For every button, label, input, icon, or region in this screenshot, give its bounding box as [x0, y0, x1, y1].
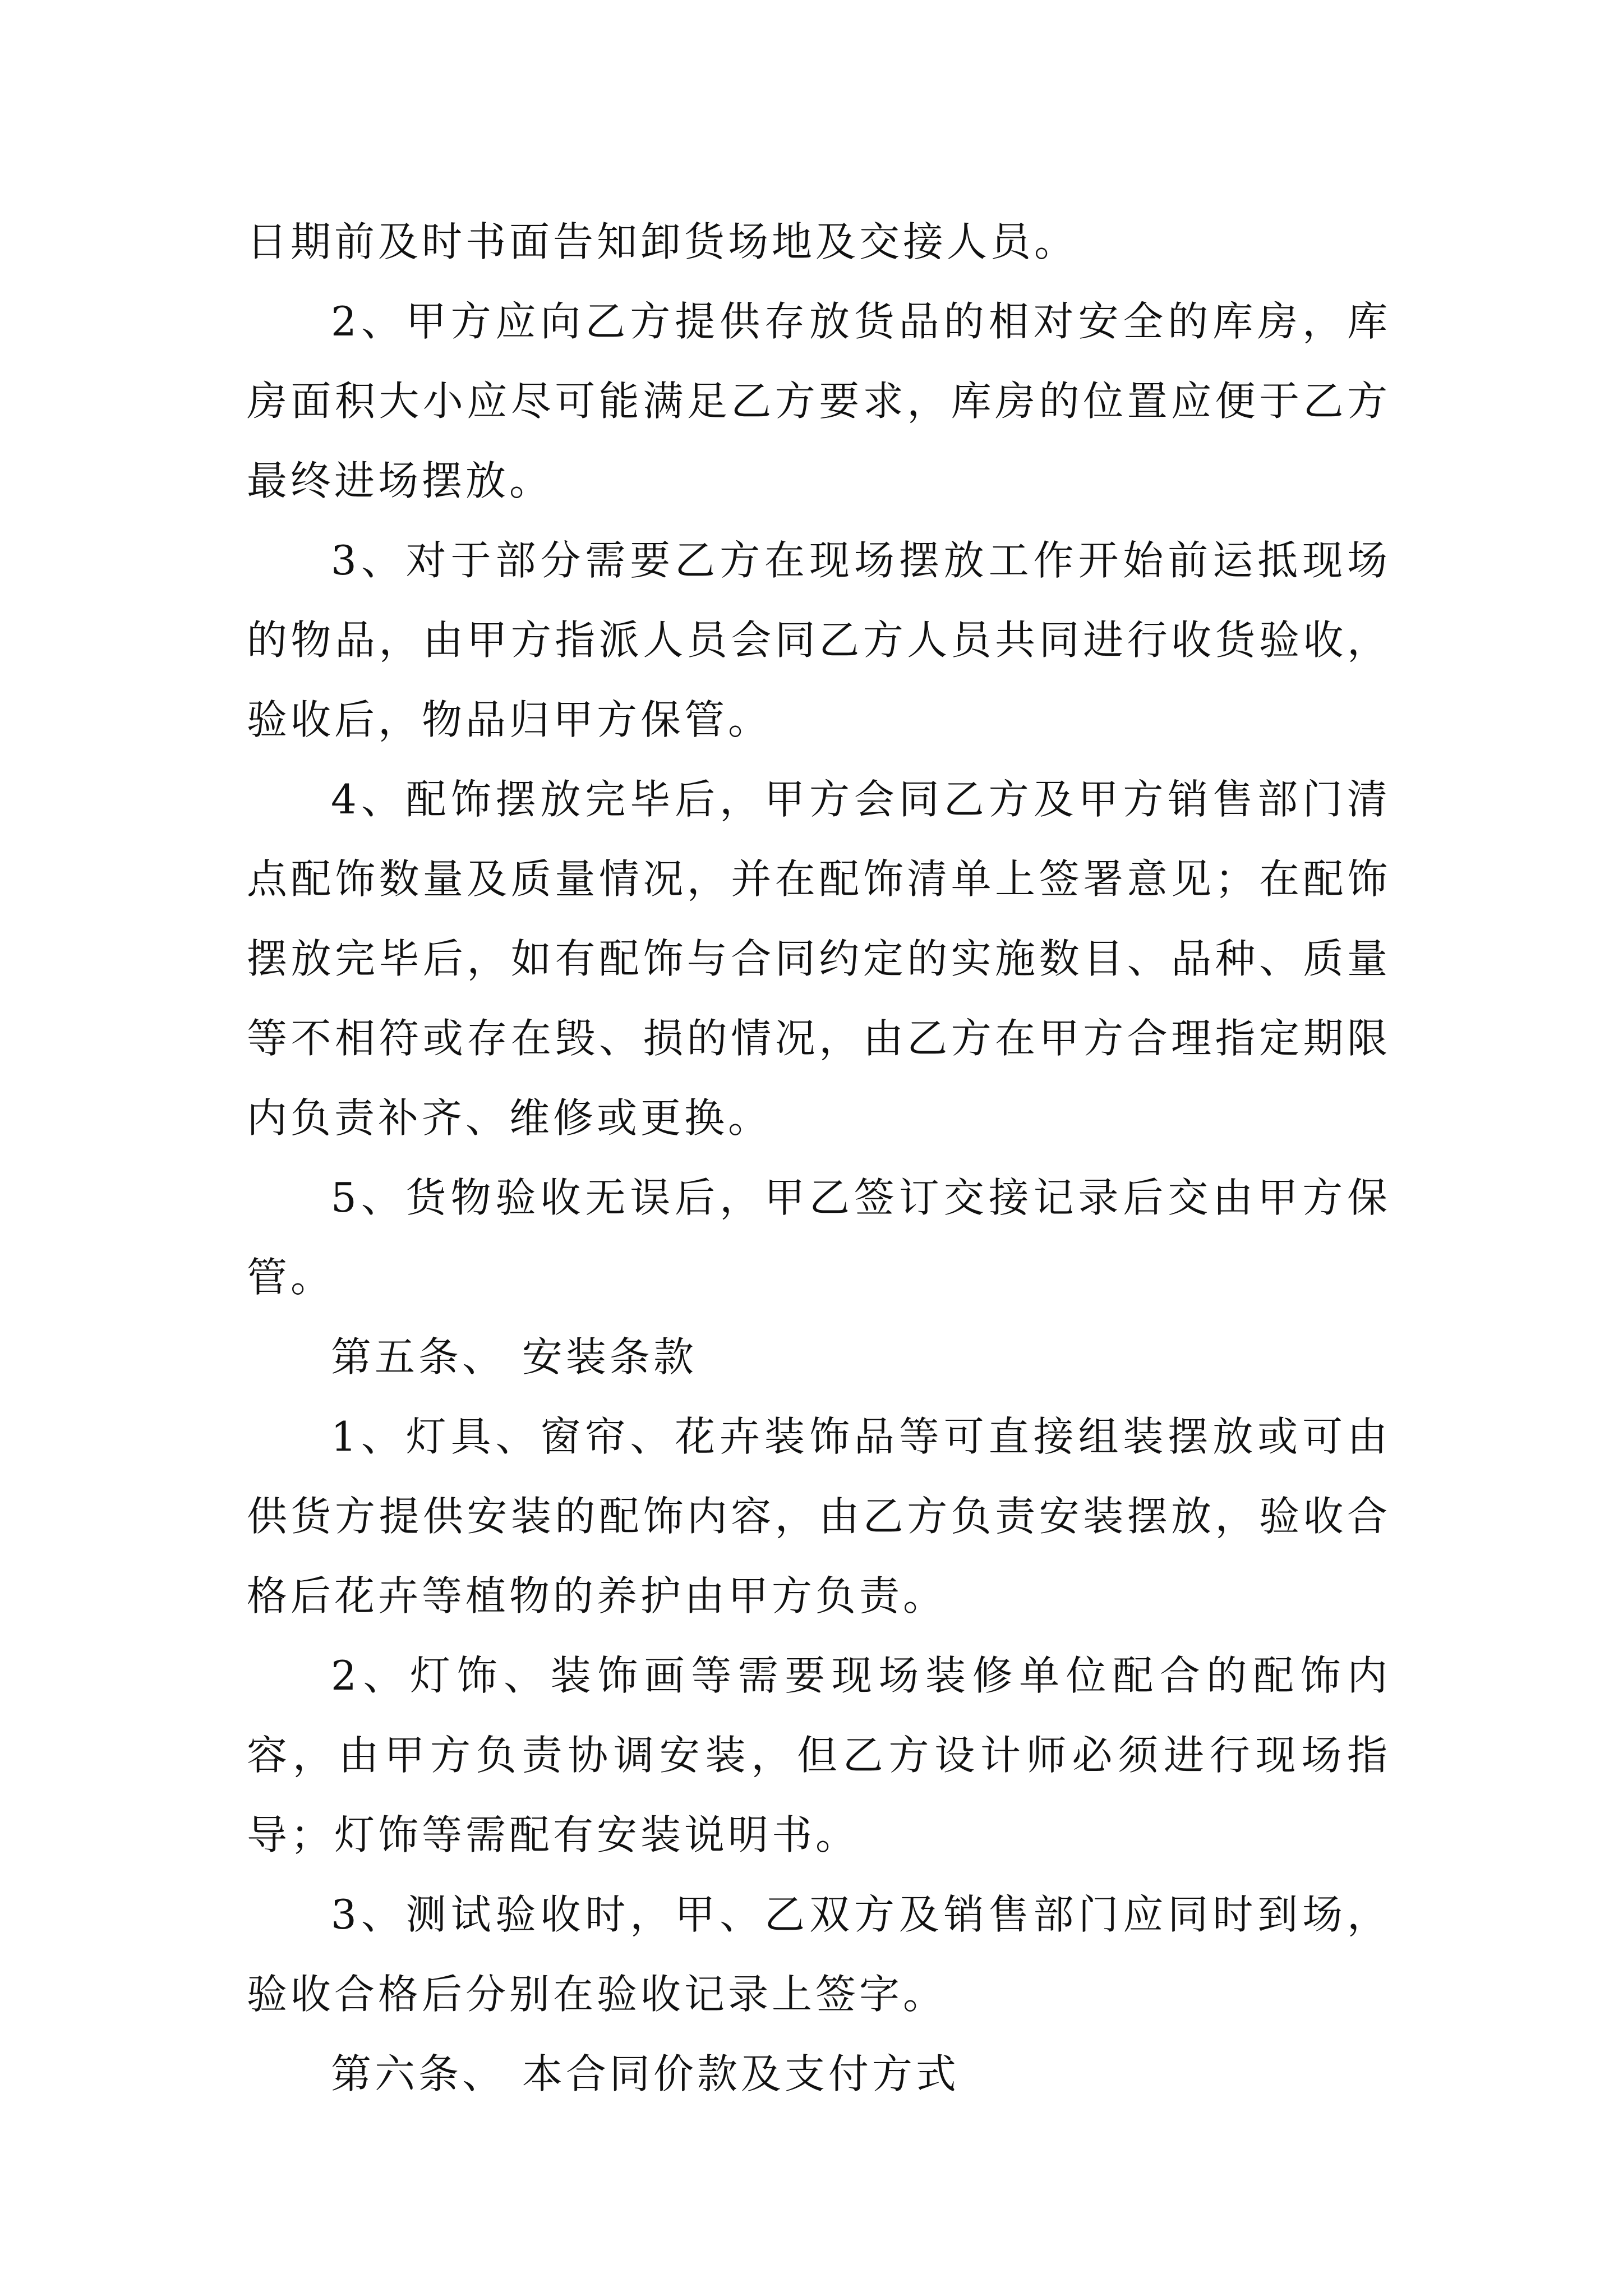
paragraph-item-5: 5、货物验收无误后，甲乙签订交接记录后交由甲方保管。 — [247, 1174, 1391, 1301]
paragraph-continuation: 日期前及时书面告知卸货场地及交接人员。 — [247, 218, 1078, 265]
paragraph-install-1: 1、灯具、窗帘、花卉装饰品等可直接组装摆放或可由供货方提供安装的配饰内容，由乙方负责安装摆放，验收合格后花卉等植物的养护由甲方负责。 — [247, 1413, 1391, 1619]
paragraph-item-2: 2、甲方应向乙方提供存放货品的相对安全的库房，库房面积大小应尽可能满足乙方要求，库房的位置应便于乙方最终进场摆放。 — [247, 298, 1391, 504]
paragraph-item-4: 4、配饰摆放完毕后，甲方会同乙方及甲方销售部门清点配饰数量及质量情况，并在配饰清单上签署意见；在配饰摆放完毕后，如有配饰与合同约定的实施数目、品种、质量等不相符或存在毁、损的情况，由乙方在甲方合理指定期限内负责补齐、维修或更换。 — [247, 776, 1391, 1142]
section-heading-article-6: 第六条、 本合同价款及支付方式 — [331, 2050, 960, 2097]
paragraph-install-2: 2、灯饰、装饰画等需要现场装修单位配合的配饰内容，由甲方负责协调安装，但乙方设计师必须进行现场指导；灯饰等需配有安装说明书。 — [247, 1652, 1391, 1858]
document-body — [247, 202, 1391, 2114]
section-heading-article-5: 第五条、 安装条款 — [331, 1333, 697, 1381]
paragraph-item-3: 3、对于部分需要乙方在现场摆放工作开始前运抵现场的物品，由甲方指派人员会同乙方人员共同进行收货验收，验收后，物品归甲方保管。 — [247, 537, 1391, 743]
paragraph-install-3: 3、测试验收时，甲、乙双方及销售部门应同时到场，验收合格后分别在验收记录上签字。 — [247, 1891, 1391, 2018]
